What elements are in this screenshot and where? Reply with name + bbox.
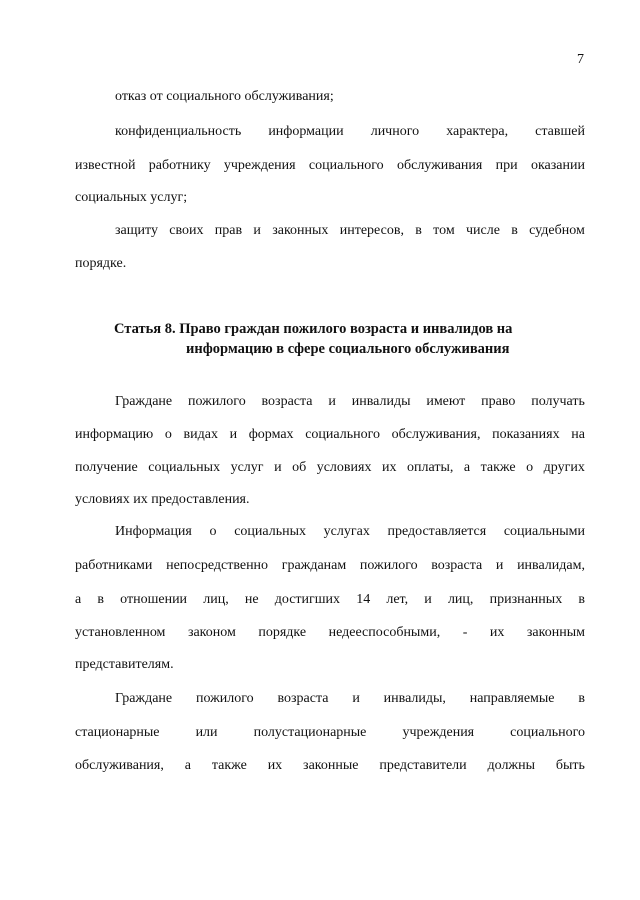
paragraph3-line2 (75, 724, 585, 742)
paragraph1-line4: условиях их предоставления. (75, 492, 250, 507)
word: возраста (261, 394, 313, 409)
word: а (463, 460, 471, 475)
word: 14 (356, 592, 371, 607)
word: информацию (75, 427, 154, 442)
word: об (292, 460, 307, 475)
word: право (481, 394, 516, 409)
article-heading-line2: информацию в сфере социального обслуживания (186, 341, 510, 357)
word: полустационарные (253, 725, 367, 740)
word: оплаты, (407, 460, 454, 475)
word: интересов, (339, 223, 404, 238)
word: и (495, 558, 504, 573)
word: учреждения (223, 158, 296, 173)
word: судебном (529, 223, 585, 238)
word: также (211, 758, 247, 773)
word: на (571, 427, 585, 442)
word: в (97, 592, 104, 607)
word: или (195, 725, 218, 740)
word: работниками (75, 558, 153, 573)
word: а (75, 592, 82, 607)
word: установленном (75, 625, 166, 640)
word: том (433, 223, 455, 238)
paragraph2-line5: представителям. (75, 657, 174, 672)
word: получение (75, 460, 138, 475)
word: их (489, 625, 505, 640)
paragraph1-line1 (115, 393, 585, 411)
word: законом (187, 625, 236, 640)
word: показаниях (492, 427, 560, 442)
word: формах (248, 427, 294, 442)
word: личного (370, 124, 420, 139)
paragraph2-line4 (75, 624, 585, 642)
word: условиях (316, 460, 372, 475)
word: в (578, 592, 585, 607)
word: защиту (115, 223, 158, 238)
word: законные (303, 758, 359, 773)
word: о (164, 427, 172, 442)
word: в (415, 223, 422, 238)
word: имеют (426, 394, 466, 409)
paragraph3-line3 (75, 757, 585, 775)
word: достигших (274, 592, 341, 607)
word: услугах (323, 524, 370, 539)
word: и (352, 691, 360, 706)
word: порядке (258, 625, 307, 640)
word: не (244, 592, 259, 607)
word: социального (305, 427, 380, 442)
list-item-confidentiality-line2 (75, 157, 585, 175)
word: инвалидам, (517, 558, 585, 573)
list-item-confidentiality-line1 (115, 123, 585, 141)
word: должны (487, 758, 535, 773)
word: конфиденциальность (115, 124, 242, 139)
word: гражданам (281, 558, 347, 573)
word: их (381, 460, 397, 475)
word: ставшей (535, 124, 585, 139)
list-item-refusal: отказ от социального обслуживания; (115, 89, 334, 104)
word: социального (308, 158, 384, 173)
list-item-protection-line2: порядке. (75, 256, 127, 271)
word: отношении (120, 592, 188, 607)
word: стационарные (75, 725, 160, 740)
word: быть (555, 758, 585, 773)
word: в (578, 691, 585, 706)
list-item-protection-line1 (115, 222, 585, 240)
word: - (462, 625, 468, 640)
word: инвалиды (351, 394, 411, 409)
word: других (543, 460, 585, 475)
word: Информация (115, 524, 192, 539)
word: представители (379, 758, 467, 773)
word: возраста (431, 558, 483, 573)
paragraph2-line1 (115, 523, 585, 541)
word: направляемые (469, 691, 555, 706)
word: социальными (503, 524, 585, 539)
word: своих (169, 223, 204, 238)
word: и (253, 223, 261, 238)
word: непосредственно (166, 558, 269, 573)
word: предоставляется (387, 524, 487, 539)
word: а (184, 758, 191, 773)
word: работнику (148, 158, 211, 173)
word: и (328, 394, 336, 409)
word: характера, (446, 124, 509, 139)
word: о (526, 460, 534, 475)
word: недееспособными, (328, 625, 441, 640)
paragraph2-line3 (75, 591, 585, 609)
word: пожилого (359, 558, 418, 573)
word: лиц, (447, 592, 474, 607)
word: информации (268, 124, 344, 139)
word: учреждения (402, 725, 475, 740)
paragraph2-line2 (75, 557, 585, 575)
page-number: 7 (577, 52, 584, 67)
word: лет, (386, 592, 409, 607)
word: известной (75, 158, 136, 173)
word: также (480, 460, 516, 475)
word: услуг (230, 460, 264, 475)
word: пожилого (188, 394, 246, 409)
word: социальных (148, 460, 221, 475)
word: лиц, (203, 592, 229, 607)
word: числе (465, 223, 500, 238)
word: социального (510, 725, 585, 740)
word: и (424, 592, 432, 607)
word: получать (531, 394, 585, 409)
paragraph1-line3 (75, 459, 585, 477)
word: в (511, 223, 518, 238)
word: и (229, 427, 238, 442)
list-item-confidentiality-line3: социальных услуг; (75, 190, 188, 205)
word: обслуживания, (391, 427, 481, 442)
word: инвалиды, (383, 691, 446, 706)
word: и (274, 460, 282, 475)
word: законных (272, 223, 329, 238)
word: законным (526, 625, 585, 640)
word: обслуживания, (75, 758, 164, 773)
word: их (267, 758, 283, 773)
paragraph3-line1 (115, 690, 585, 708)
word: пожилого (195, 691, 254, 706)
word: обслуживания (396, 158, 483, 173)
paragraph1-line2 (75, 426, 585, 444)
word: возраста (277, 691, 329, 706)
article-heading-line1: Статья 8. Право граждан пожилого возраста и инвалидов на (114, 321, 513, 337)
word: прав (214, 223, 243, 238)
word: Граждане (115, 394, 173, 409)
word: видах (183, 427, 218, 442)
word: о (209, 524, 217, 539)
word: социальных (234, 524, 306, 539)
word: оказании (530, 158, 585, 173)
word: признанных (489, 592, 563, 607)
word: Граждане (115, 691, 173, 706)
word: при (495, 158, 518, 173)
